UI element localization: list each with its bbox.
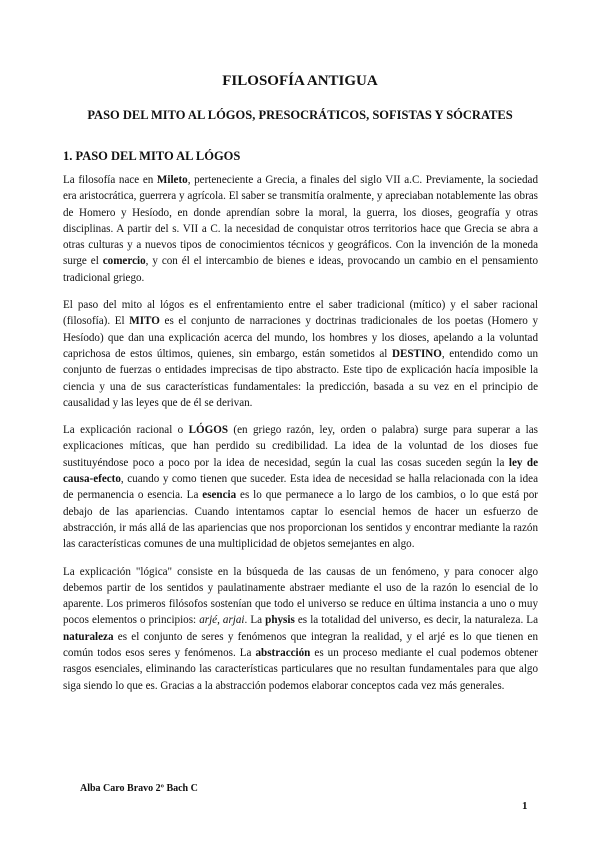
emphasis-term: MITO <box>129 315 160 328</box>
text-run: es la totalidad del universo, es decir, la naturaleza. La <box>294 614 539 627</box>
emphasis-term: LÓGOS <box>188 424 229 437</box>
emphasis-term: naturaleza <box>63 630 114 643</box>
emphasis-term: ley de causa-efecto <box>63 456 539 486</box>
document-subtitle: PASO DEL MITO AL LÓGOS, PRESOCRÁTICOS, SOFISTAS Y SÓCRATES <box>87 108 513 122</box>
text-run: es el conjunto de narraciones y doctrinas tradicionales de los poetas (Homero y Hesíodo) que dan una explicación acerca del mundo, los hombres y los dioses, apelando a la voluntad caprichosa de estos últimos, quienes, sin embargo, están sometidos al <box>63 315 538 360</box>
text-run: El paso del mito al lógos es el enfrentamiento entre el saber tradicional (mítico) y el saber racional (filosofía). El <box>63 299 538 328</box>
text-run: es el conjunto de seres y fenómenos que integran la realidad, y el arjé es lo que tienen en común todos esos seres y fenómenos. La <box>63 630 538 660</box>
text-run: . La <box>244 614 266 627</box>
text-run: , entendido como un conjunto de fuerzas o entidades imprecisas de tipo abstracto. Este tipo de explicación hacía imposible la ciencia y una de sus características fundamentales: la predicción, basada a su vez en el principio de causalidad y las leyes que de él se derivan. <box>63 347 538 409</box>
paragraph-2 <box>63 297 538 411</box>
emphasis-term: DESTINO <box>391 347 442 360</box>
text-run: La filosofía nace en <box>63 174 157 186</box>
paragraph-3 <box>63 422 538 552</box>
emphasis-term: comercio <box>102 255 146 268</box>
text-run: es lo que permanece a lo largo de los cambios, o lo que está por debajo de las apariencias. Cuando intentamos captar lo esencial hemos de hacer un esfuerzo de abstracción, ir más allá de las apariencias que nos proporcionan los sentidos y encontrar mediante la razón las características comunes de una multiplicidad de objetos semejantes en algo. <box>63 489 538 551</box>
italic-term: arjé, arjai <box>199 614 245 627</box>
section-heading: 1. PASO DEL MITO AL LÓGOS <box>63 149 241 163</box>
emphasis-term: physis <box>265 614 295 627</box>
footer-author: Alba Caro Bravo 2º Bach C <box>80 783 198 794</box>
text-run: La explicación racional o <box>63 424 189 437</box>
document-title: FILOSOFÍA ANTIGUA <box>222 73 378 89</box>
text-run: , cuando y como tienen que suceder. Esta idea de necesidad se halla relacionada con la idea de permanencia o esencia. La <box>63 473 538 502</box>
text-run: , y con él el intercambio de bienes e ideas, provocando un cambio en el pensamiento tradicional griego. <box>63 255 538 284</box>
emphasis-term: esencia <box>202 489 237 502</box>
text-run: , perteneciente a Grecia, a finales del siglo VII a.C. Previamente, la sociedad era aristocrática, guerrera y agrícola. El saber se transmitía oralmente, y apreciaban notablemente las obras de Homero y Hesíodo, en donde aprendían sobre la moral, la guerra, los dioses, geografía y otras disciplinas. A partir del s. VII a C. la necesidad de conquistar otros territorios hace que Grecia se abra a otras culturas y a nuevos tipos de conocimientos técnicos y geográficos. Con la invención de la moneda surge el <box>63 174 538 268</box>
emphasis-term: Mileto <box>156 174 188 186</box>
page-number: 1 <box>522 800 528 812</box>
emphasis-term: abstracción <box>255 647 311 660</box>
text-run: (en griego razón, ley, orden o palabra) surge para superar a las explicaciones míticas, que han perdido su credibilidad. La idea de la voluntad de los dioses fue sustituyéndose poco a poco por la idea de necesidad, según la cual las cosas suceden según la <box>63 424 538 469</box>
paragraph-4 <box>63 564 538 694</box>
paragraph-1 <box>63 172 538 286</box>
document-body <box>63 172 538 705</box>
text-run: La explicación "lógica" consiste en la búsqueda de las causas de un fenómeno, y para conocer algo debemos partir de los sentidos y paulatinamente abstraer mediante el uso de la razón lo esencial de lo aparente. Los primeros filósofos sostenían que todo el universo se reduce en última instancia a uno o muy pocos elementos o principios: <box>63 565 538 627</box>
text-run: es un proceso mediante el cual podemos obtener rasgos esenciales, eliminando las características particulares que no resultan fundamentales para que algo siga siendo lo que es. Gracias a la abstracción podemos elaborar conceptos cada vez más generales. <box>63 647 538 692</box>
